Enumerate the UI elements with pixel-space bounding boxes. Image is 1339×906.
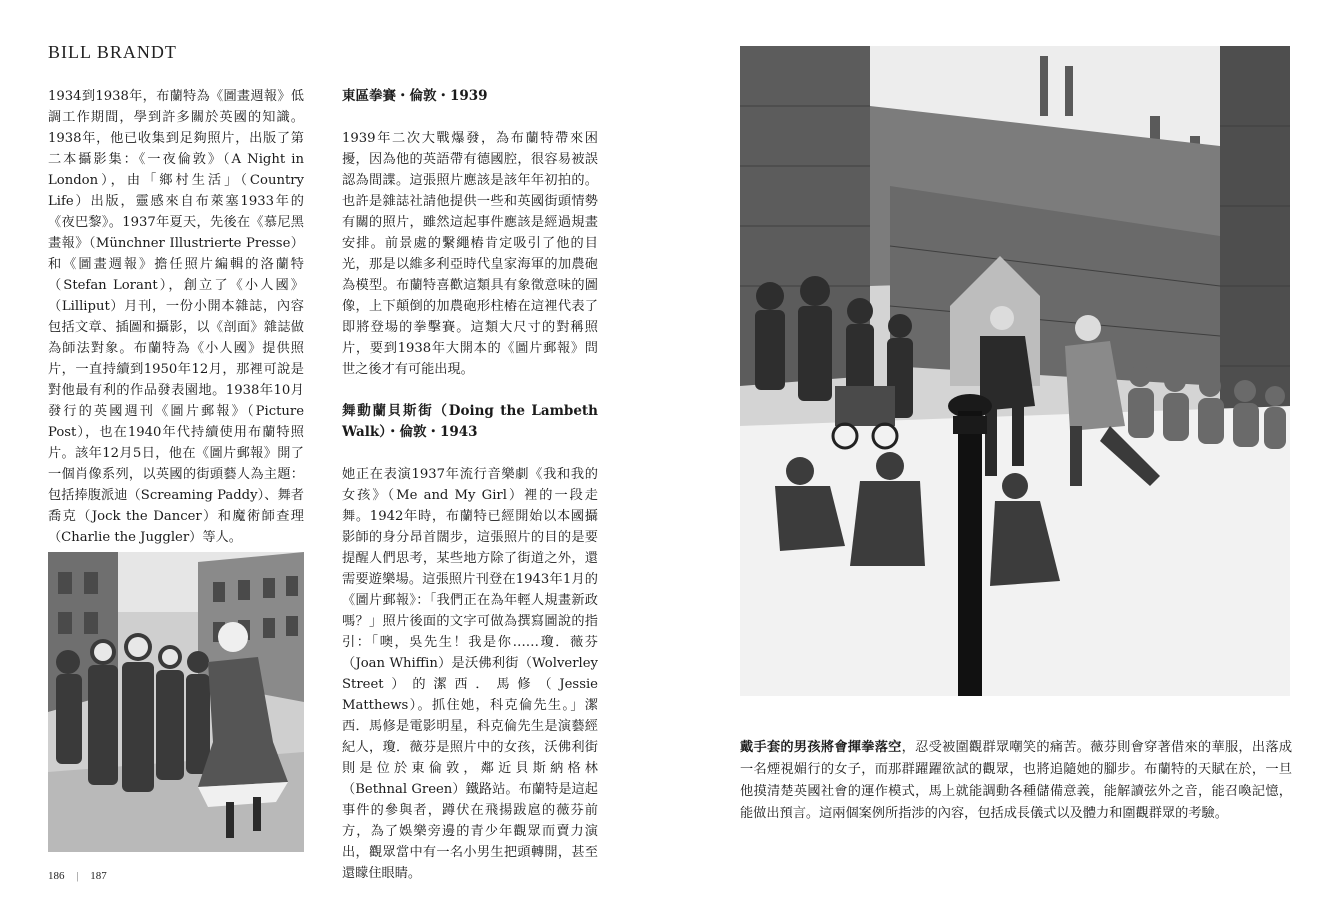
- section-heading-east-end-boxing: 東區拳賽・倫敦・1939: [342, 88, 488, 104]
- page-number-right: 187: [90, 870, 107, 882]
- left-paragraph: 1934到1938年，布蘭特為《圖畫週報》低調工作期間，學到許多關於英國的知識。1938年，他已收集到足夠照片，出版了第二本攝影集：《一夜倫敦》（A Night in London），由「鄉村生活」（Country Life）出版，靈感來自布萊塞1933年的《夜巴黎》。1937年夏天，先後在《慕尼黑畫報》（Münchner Illustrierte Presse）和《圖畫週報》擔任照片編輯的洛蘭特（Stefan Lorant），創立了《小人國》（Lilliput）月刊，一份小開本雜誌，內容包括文章、插圖和攝影，以《剖面》雜誌做為師法對象。布蘭特為《小人國》提供照片，一直持續到1950年12月，那裡可說是對他最有利的作品發表園地。1938年10月發行的英國週刊《圖片郵報》（Picture Post），也在1940年代持續使用布蘭特照片。該年12月5日，他在《圖片郵報》開了一個肖像系列，以英國的街頭藝人為主題：包括捧腹派迪（Screaming Paddy）、舞者喬克（Jock the Dancer）和魔術師查理（Charlie the Juggler）等人。: [48, 89, 304, 545]
- running-title: BILL BRANDT: [48, 42, 177, 62]
- lambeth-walk-photo-image: [48, 552, 304, 852]
- lambeth-walk-paragraph: 她正在表演1937年流行音樂劇《我和我的女孩》（Me and My Girl）裡的一段走舞。1942年時，布蘭特已經開始以本國攝影師的身分昂首闊步，這張照片的目的是要提醒人們思考，某些地方除了街道之外，還需要遊樂場。這張照片刊登在1943年1月的《圖片郵報》：「我們正在為年輕人規畫新政嗎？」照片後面的文字可做為撰寫圖說的指引：「噢，吳先生！我是你……瓊．薇芬（Joan Whiffin）是沃佛利街（Wolverley Street）的潔西．馬修（Jessie Matthews）。抓住她，科克倫先生。」潔西．馬修是電影明星，科克倫先生是演藝經紀人，瓊．薇芬是照片中的女孩，沃佛利街則是位於東倫敦，鄰近貝斯納格林（Bethnal Green）鐵路站。布蘭特是這起事件的參與者，蹲伏在飛揚跋扈的薇芬前方，為了娛樂旁邊的青少年觀眾而賣力演出，觀眾當中有一名小男生把頭轉開，甚至還矇住眼睛。: [342, 467, 598, 881]
- page-numbers: [48, 870, 107, 882]
- left-column: [48, 86, 304, 548]
- photo-caption: [740, 737, 1292, 825]
- east-end-boxing-paragraph: 1939年二次大戰爆發，為布蘭特帶來困擾，因為他的英語帶有德國腔，很容易被誤認為間諜。這張照片應該是該年年初拍的。也許是雜誌社請他提供一些和英國街頭情勢有關的照片，雖然這起事件應該是經過規畫安排。前景處的繫繩樁肯定吸引了他的目光，那是以維多利亞時代皇家海軍的加農砲為模型。布蘭特喜歡這類具有象徵意味的圖像，上下顛倒的加農砲形柱樁在這裡代表了即將登場的拳擊賽。這類大尺寸的對稱照片，要到1938年大開本的《圖片郵報》問世之後才有可能出現。: [342, 131, 598, 377]
- middle-column: [342, 86, 598, 884]
- east-end-boxing-photo-image: [740, 46, 1290, 696]
- caption-lead: 戴手套的男孩將會揮拳落空: [740, 740, 902, 755]
- caption-body: ，忍受被圍觀群眾嘲笑的痛苦。薇芬則會穿著借來的華服，出落成一名煙視媚行的女子，而那群躍躍欲試的觀眾，也將追隨她的腳步。布蘭特的天賦在於，一旦他摸清楚英國社會的運作模式，馬上就能調動各種儲備意義，能解讀弦外之音，能召喚記憶，能做出預言。這兩個案例所指涉的內容，包括成長儀式以及體力和圍觀群眾的考驗。: [740, 740, 1293, 821]
- page-number-left: 186: [48, 870, 65, 882]
- east-end-boxing-photo: [740, 46, 1290, 696]
- page-number-separator: |: [76, 870, 79, 882]
- lambeth-walk-photo: [48, 552, 304, 852]
- section-heading-lambeth-walk: 舞動蘭貝斯街（Doing the Lambeth Walk）・倫敦・1943: [342, 403, 598, 440]
